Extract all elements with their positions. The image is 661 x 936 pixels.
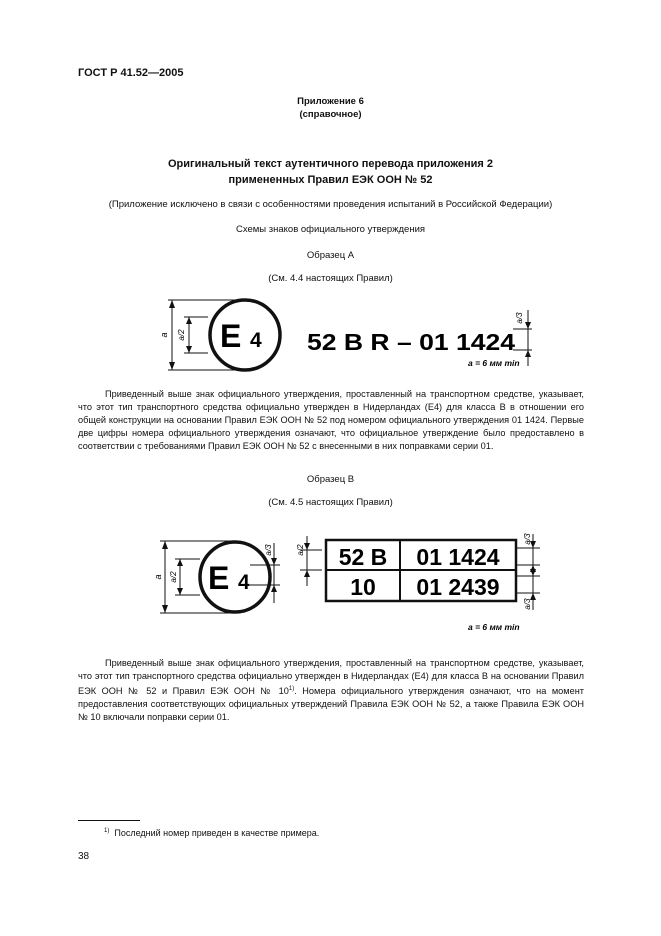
- footnote: [104, 828, 319, 838]
- circle-letter: E: [220, 318, 242, 354]
- dim-a3-label: a/3: [515, 312, 524, 324]
- b-row2-num: 01 2439: [416, 574, 500, 600]
- sample-a-paragraph: [78, 388, 584, 453]
- title-line-1: Оригинальный текст аутентичного перевода приложения 2: [167, 158, 494, 170]
- b-row2-reg: 10: [350, 574, 376, 600]
- sample-a-paragraph-text: Приведенный выше знак официального утверждения, проставленный на транспортном средстве, указывает, что этот тип транспортного средства официально утвержден в Нидерландах (Е4) для класса В в отношении его общей конструкции на основании Правил ЕЭК ООН № 52 под номером официального утверждения 01 1424. Первые две цифры номера официального утверждения означают, что официальное утверждение было предоставлено в соответствии с требованиями Правил ЕЭК ООН № 52 с внесенными в них поправками серии 01.: [78, 389, 584, 451]
- sample-b-ref: (См. 4.5 настоящих Правил): [268, 497, 393, 508]
- sample-b-mark-figure: [150, 528, 550, 638]
- appendix-type: (справочное): [299, 109, 362, 120]
- schemes-heading: Схемы знаков официального утверждения: [235, 224, 426, 235]
- b-dim-a2-label: a/2: [169, 571, 178, 583]
- title-line-2: примененных Правил ЕЭК ООН № 52: [228, 174, 433, 186]
- footnote-text: Последний номер приведен в качестве примера.: [114, 828, 320, 838]
- sample-a-heading: Образец А: [306, 250, 355, 261]
- sample-b-heading: Образец В: [306, 474, 355, 485]
- b-dim-a3-right-top: a/3: [523, 533, 532, 545]
- b-min-size-label: a = 6 мм min: [468, 622, 520, 632]
- min-size-label: a = 6 мм min: [468, 358, 520, 368]
- approval-number-text: 52 B R – 01 1424: [307, 329, 516, 355]
- footnote-divider: [78, 820, 140, 821]
- sample-b-paragraph-text: [78, 657, 584, 724]
- sample-a-mark-figure: [150, 296, 550, 376]
- b-circle-letter: E: [208, 560, 230, 596]
- b-row1-num: 01 1424: [416, 544, 500, 570]
- document-header: ГОСТ Р 41.52—2005: [78, 67, 184, 79]
- sample-b-paragraph-part1: Приведенный выше знак официального утверждения, проставленный на транспортном средстве, указывает, что этот тип транспортного средства официально утвержден в Нидерландах (Е4) для класса В на основании Правил ЕЭК ООН № 52 и Правил ЕЭК ООН № 10: [78, 658, 584, 697]
- footnote-marker: 1): [104, 828, 110, 834]
- b-dim-a-label: a: [153, 574, 163, 580]
- b-row1-reg: 52 B: [338, 544, 388, 570]
- sample-b-paragraph: [78, 657, 584, 724]
- b-dim-a3-table-label: a/2: [296, 544, 305, 556]
- dim-a-label: a: [159, 332, 169, 338]
- country-number: 4: [250, 329, 262, 352]
- page-number: 38: [78, 851, 90, 862]
- b-dim-a3-circle-label: a/3: [264, 544, 273, 556]
- sample-b-paragraph-part2: . Номера официального утверждения означают, что на момент предоставления соответствующих официальных утверждений Правила ЕЭК ООН № 52, а также Правила ЕЭК ООН № 10 включали поправки серии 01.: [78, 686, 584, 723]
- b-country-number: 4: [238, 571, 250, 594]
- footnote-reference[interactable]: 1): [288, 686, 295, 692]
- b-dim-a3-right-bottom: a/3: [523, 598, 532, 610]
- appendix-number: Приложение 6: [297, 96, 364, 107]
- sample-a-ref: (См. 4.4 настоящих Правил): [268, 273, 393, 284]
- dim-a2-label: a/2: [177, 329, 186, 341]
- exclusion-note: (Приложение исключено в связи с особенностями проведения испытаний в Российской Федерации): [108, 199, 553, 210]
